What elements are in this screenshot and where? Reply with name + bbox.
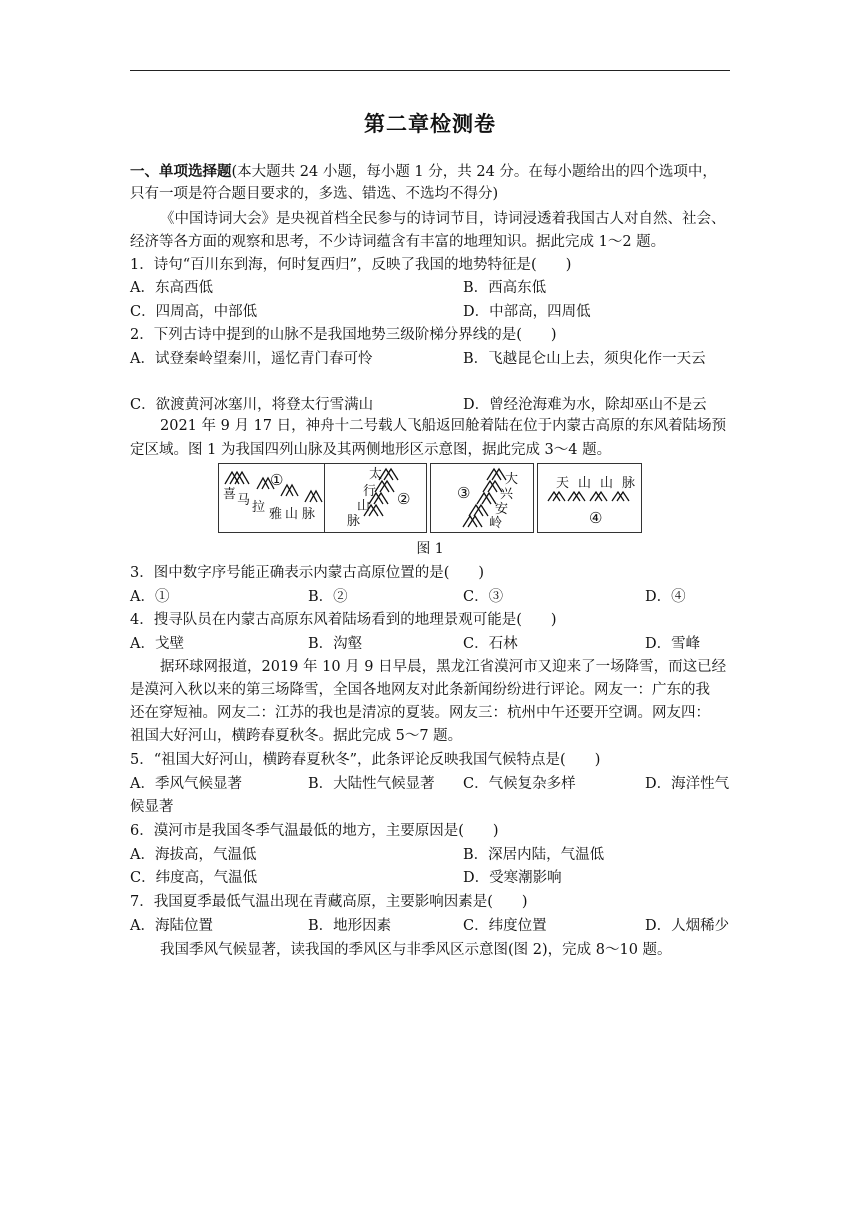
- q6-stem: 6．漠河市是我国冬季气温最低的地方，主要原因是( ): [130, 823, 499, 839]
- label-char: 山: [600, 476, 614, 491]
- section-rules-cont: 只有一项是符合题目要求的，多选、错选、不选均不得分): [130, 186, 499, 202]
- region-number: ③: [457, 484, 471, 502]
- figure-panel-tianshan: [537, 463, 642, 533]
- page-title: 第二章检测卷: [364, 112, 496, 136]
- q1-option-d: D．中部高，四周低: [463, 304, 591, 320]
- figure-1-caption: 图 1: [416, 541, 444, 557]
- passage-3-line-1: 据环球网报道，2019 年 10 月 9 日早晨，黑龙江省漠河市又迎来了一场降雪，而这已经: [160, 659, 727, 675]
- q6-option-b: B．深居内陆，气温低: [463, 847, 605, 863]
- q5-option-d: D．海洋性气: [645, 776, 730, 792]
- label-char: 大: [505, 472, 519, 487]
- section-heading: 一、单项选择题: [130, 164, 232, 180]
- label-char: 马: [237, 493, 251, 508]
- label-char: 兴: [500, 487, 514, 502]
- q2-option-d: D．曾经沧海难为水，除却巫山不是云: [463, 397, 707, 413]
- passage-1-line-1: 《中国诗词大会》是央视首档全民参与的诗词节目，诗词浸透着我国古人对自然、社会、: [160, 211, 726, 227]
- q7-option-b: B．地形因素: [308, 918, 392, 934]
- label-char: 雅: [269, 507, 283, 522]
- top-rule: [130, 70, 730, 71]
- q4-option-b: B．沟壑: [308, 636, 363, 652]
- q2-option-a: A．试登秦岭望秦川，遥忆青门春可怜: [130, 351, 373, 367]
- q7-option-c: C．纬度位置: [463, 918, 547, 934]
- label-char: 喜: [223, 487, 237, 502]
- q4-option-d: D．雪峰: [645, 636, 701, 652]
- q6-option-c: C．纬度高，气温低: [130, 870, 258, 886]
- q3-option-c: C．③: [463, 589, 504, 605]
- label-char: 太: [369, 467, 383, 482]
- q6-option-d: D．受寒潮影响: [463, 870, 562, 886]
- region-number: ①: [270, 471, 284, 489]
- passage-1-line-2: 经济等各方面的观察和思考，不少诗词蕴含有丰富的地理知识。据此完成 1～2 题。: [130, 234, 666, 250]
- q5-option-c: C．气候复杂多样: [463, 776, 576, 792]
- q4-stem: 4．搜寻队员在内蒙古高原东风着陆场看到的地理景观可能是( ): [130, 612, 557, 628]
- passage-3-line-3: 还在穿短袖。网友二：江苏的我也是清凉的夏装。网友三：杭州中午还要开空调。网友四：: [130, 705, 710, 721]
- section-rules: (本大题共 24 小题，每小题 1 分，共 24 分。在每小题给出的四个选项中，: [231, 164, 717, 180]
- passage-3-line-2: 是漠河入秋以来的第三场降雪，全国各地网友对此条新闻纷纷进行评论。网友一：广东的我: [130, 682, 710, 698]
- label-char: 拉: [252, 500, 266, 515]
- label-char: 脉: [347, 514, 361, 529]
- q3-stem: 3．图中数字序号能正确表示内蒙古高原位置的是( ): [130, 565, 485, 581]
- section-heading-line: [130, 162, 717, 182]
- label-char: 安: [495, 502, 509, 517]
- passage-3-line-4: 祖国大好河山，横跨春夏秋冬。据此完成 5～7 题。: [130, 728, 463, 744]
- label-char: 脉: [302, 507, 316, 522]
- label-char: 山: [578, 476, 592, 491]
- q7-option-a: A．海陆位置: [130, 918, 213, 934]
- q5-option-b: B．大陆性气候显著: [308, 776, 435, 792]
- mountain-range-icon: [431, 464, 535, 534]
- q1-option-a: A．东高西低: [130, 280, 213, 296]
- q5-stem: 5．“祖国大好河山，横跨春夏秋冬”，此条评论反映我国气候特点是( ): [130, 752, 601, 768]
- label-char: 脉: [622, 476, 636, 491]
- passage-4-line-1: 我国季风气候显著，读我国的季风区与非季风区示意图(图 2)，完成 8～10 题。: [160, 942, 672, 958]
- q7-option-d: D．人烟稀少: [645, 918, 730, 934]
- q6-option-a: A．海拔高，气温低: [130, 847, 257, 863]
- region-number: ②: [397, 490, 411, 508]
- figure-panel-taihang: [324, 463, 427, 533]
- label-char: 行: [363, 484, 377, 499]
- q5-option-d-wrap: 候显著: [130, 799, 174, 815]
- label-char: 岭: [489, 516, 503, 531]
- label-char: 山: [285, 507, 299, 522]
- label-char: 天: [556, 476, 570, 491]
- q4-option-a: A．戈壁: [130, 636, 184, 652]
- passage-2-line-2: 定区域。图 1 为我国四列山脉及其两侧地形区示意图，据此完成 3～4 题。: [130, 442, 612, 458]
- q3-option-a: A．①: [130, 589, 170, 605]
- q2-option-c: C．欲渡黄河冰塞川，将登太行雪满山: [130, 397, 374, 413]
- q3-option-d: D．④: [645, 589, 686, 605]
- q1-stem: 1．诗句“百川东到海，何时复西归”，反映了我国的地势特征是( ): [130, 257, 572, 273]
- label-char: 山: [357, 499, 371, 514]
- q4-option-c: C．石林: [463, 636, 518, 652]
- q3-option-b: B．②: [308, 589, 348, 605]
- q1-option-c: C．四周高，中部低: [130, 304, 258, 320]
- q5-option-a: A．季风气候显著: [130, 776, 242, 792]
- q7-stem: 7．我国夏季最低气温出现在青藏高原，主要影响因素是( ): [130, 894, 528, 910]
- q1-option-b: B．西高东低: [463, 280, 547, 296]
- q2-option-b: B．飞越昆仑山上去，须臾化作一天云: [463, 351, 706, 367]
- passage-2-line-1: 2021 年 9 月 17 日，神舟十二号载人飞船返回舱着陆在位于内蒙古高原的东风着陆场预: [160, 418, 727, 434]
- q2-stem: 2．下列古诗中提到的山脉不是我国地势三级阶梯分界线的是( ): [130, 327, 557, 343]
- figure-panel-daxinganling: [430, 463, 534, 533]
- region-number: ④: [589, 509, 603, 527]
